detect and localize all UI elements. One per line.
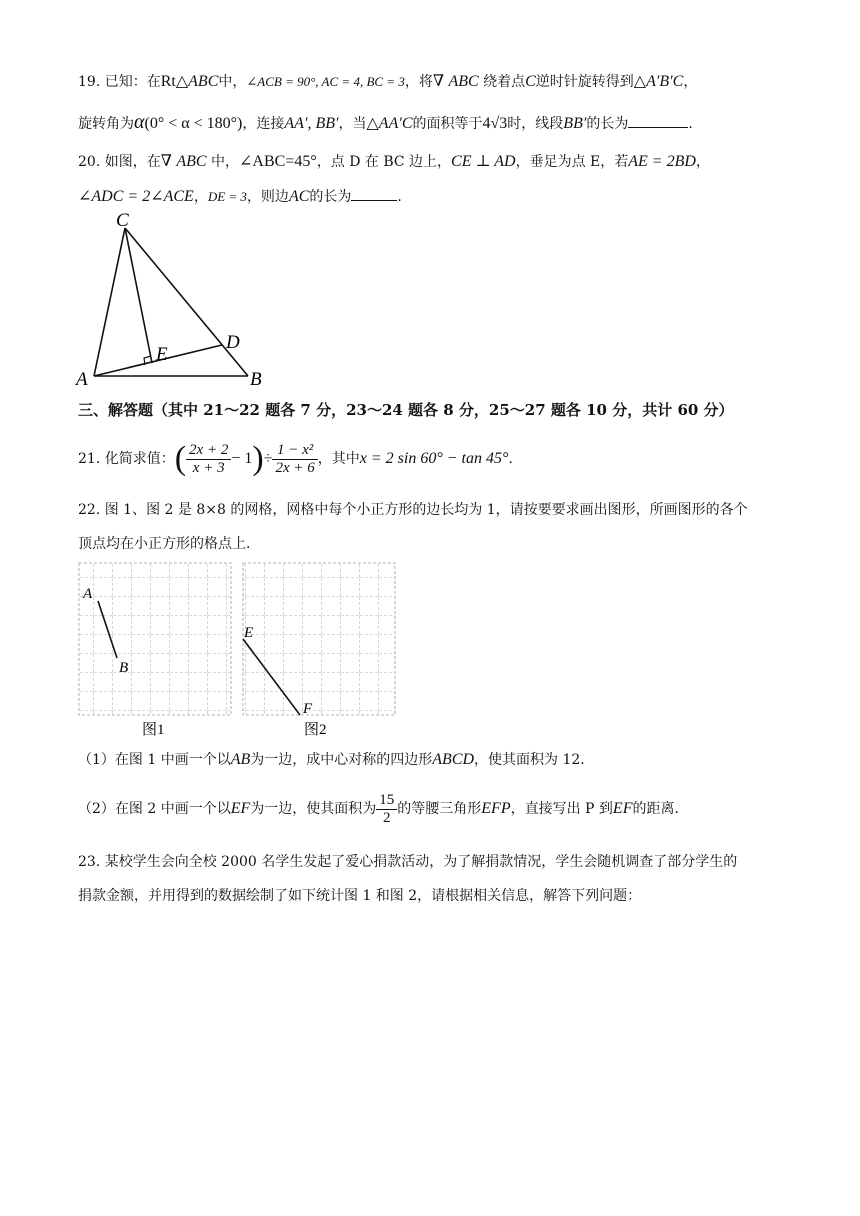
q20-line2: ∠ADC = 2∠ACE，DE = 3，则边AC的长为 . xyxy=(78,188,402,205)
grid-figures xyxy=(74,558,404,742)
caption-fig1: 图1 xyxy=(142,722,165,738)
q22-part1: （1）在图 1 中画一个以AB为一边，成中心对称的四边形ABCD，使其面积为 12. xyxy=(78,751,585,768)
label-b: B xyxy=(250,369,262,390)
q23-line1: 23. 某校学生会向全校 2000 名学生发起了爱心捐款活动，为了解捐款情况，学生会随机调查了部分学生的 xyxy=(78,854,738,870)
label-c: C xyxy=(116,210,129,231)
segment-ce xyxy=(125,228,152,363)
triangle-figure xyxy=(74,208,274,392)
grid1-label-b: B xyxy=(119,660,129,676)
fraction-2: $\frac{\text{1 − x²}}{2x + 6}$ xyxy=(272,442,317,477)
q20-line1: 20. 如图，在∇ ABC 中，∠ABC=45°，点 D 在 BC 边上，CE ⊥ AD，垂足为点 E，若AE = 2BD， xyxy=(78,153,710,170)
label-e: E xyxy=(156,344,168,365)
answer-blank xyxy=(628,113,688,128)
segment-ca xyxy=(94,228,125,376)
q22-line2: 顶点均在小正方形的格点上. xyxy=(78,536,251,552)
grid-1 xyxy=(79,563,231,715)
grid1-label-a: A xyxy=(83,586,93,602)
grid-2 xyxy=(243,563,395,717)
grid2-label-f: F xyxy=(303,701,313,717)
q19-line1: 19. 已知：在Rt△ABC中，∠ACB = 90°, AC = 4, BC = 3，将∇ ABC 绕着点C逆时针旋转得到△A′B′C， xyxy=(78,73,698,90)
label-a: A xyxy=(76,369,88,390)
q22-line1: 22. 图 1、图 2 是 8×8 的网格，网格中每个小正方形的边长均为 1，请按要要求画出图形，所画图形的各个 xyxy=(78,502,748,518)
q19-line2: 旋转角为α(0° < α < 180°)，连接AA′, BB′，当△AA′C的面积等于4√3时，线段BB′的长为 . xyxy=(78,111,693,133)
caption-fig2: 图2 xyxy=(304,722,327,738)
q23-line2: 捐款金额，并用得到的数据绘制了如下统计图 1 和图 2，请根据相关信息，解答下列问题： xyxy=(78,888,642,904)
grid2-label-e: E xyxy=(244,625,254,641)
fraction-1: $\frac{2x + 2}{x + 3}$ xyxy=(186,442,231,477)
answer-blank xyxy=(351,186,397,201)
q21-line: 21. 化简求值：( $\frac{2x + 2}{x + 3}$ − 1)÷ $\frac{\text{1 − x²}}{2x + 6}$ ，其中x = 2 sin 60° − tan 45°. xyxy=(78,440,513,477)
q22-part2: （2）在图 2 中画一个以EF为一边，使其面积为 $\frac{15}{2}$ 的等腰三角形EFP，直接写出 P 到EF的距离. xyxy=(78,791,679,826)
fraction-15-2: $\frac{15}{2}$ xyxy=(376,792,397,827)
section-3-heading: 三、解答题（其中 21～22 题各 7 分，23～24 题各 8 分，25～27 题各 10 分，共计 60 分） xyxy=(78,401,734,419)
label-d: D xyxy=(226,332,240,353)
